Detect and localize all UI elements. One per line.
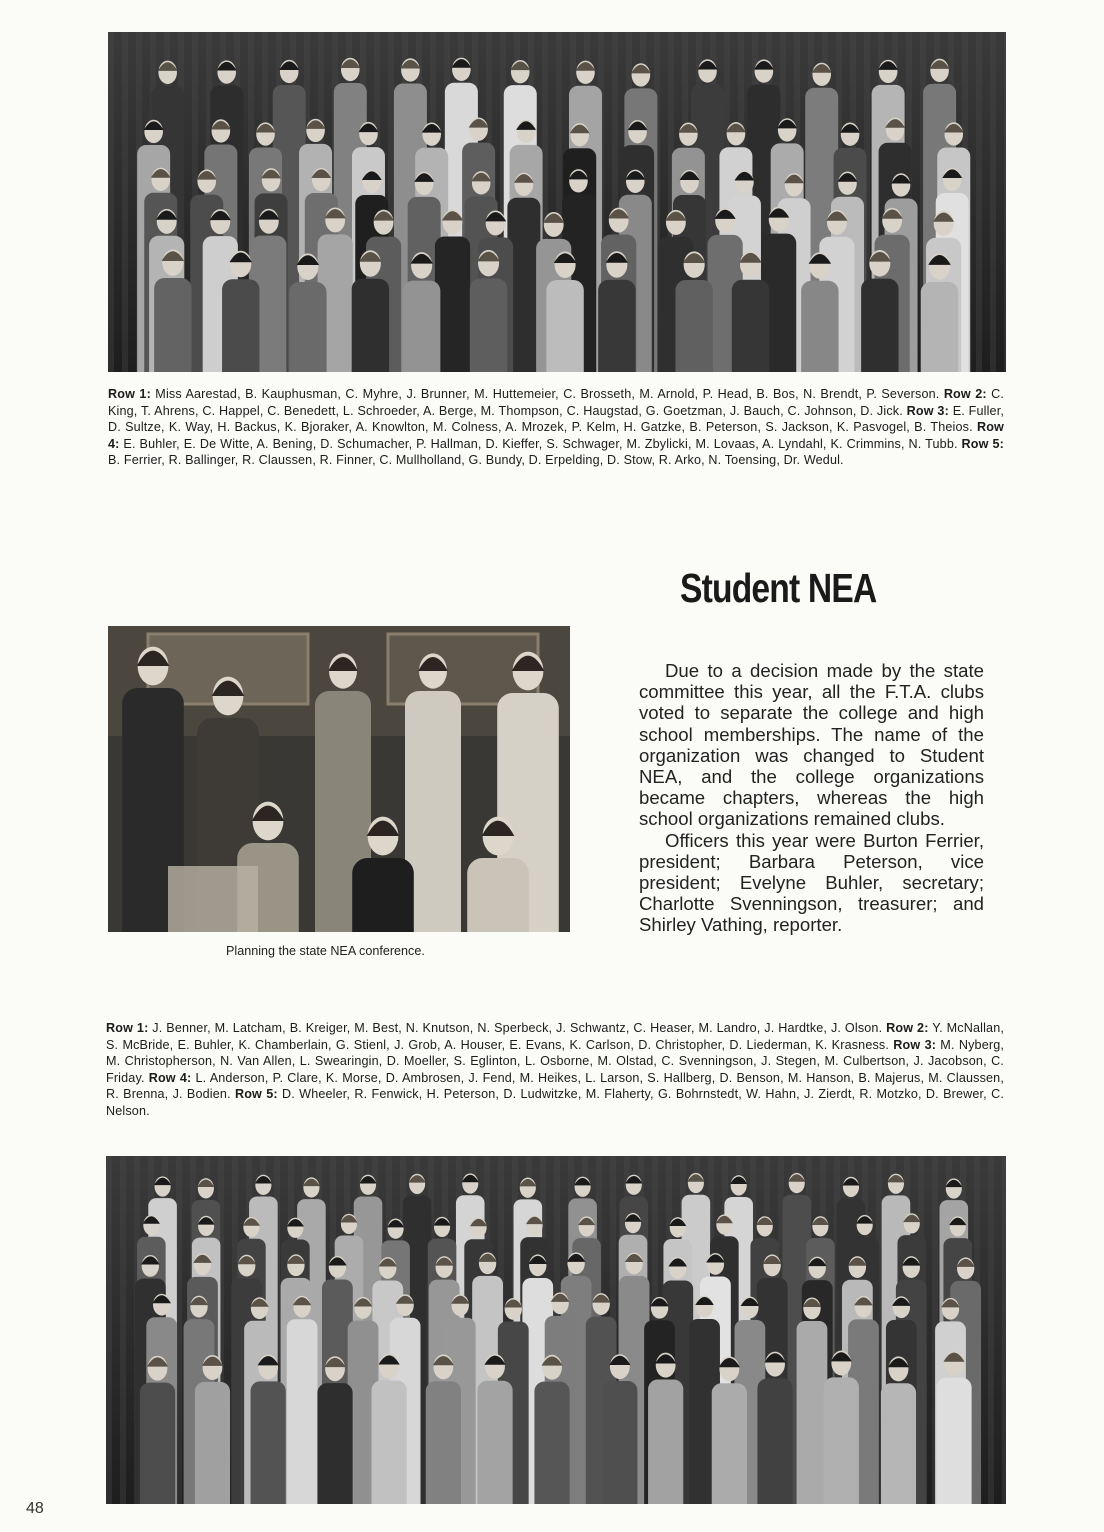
row-names: D. Wheeler, R. Fenwick, H. Peterson, D. Ludwitzke, M. Flaherty, G. Bohrnstedt, W. Hahn, J. Zierdt, R. Motzko, D. Brewer, C. Nelson.	[106, 1087, 1004, 1118]
planning-photo-caption: Planning the state NEA conference.	[226, 944, 425, 958]
row-names: M. Nyberg, M. Christopherson, N. Van Allen, L. Swearingin, D. Moeller, S. Eglinton, L. Osborne, M. Olstad, C. Svenningson, J. Stegen, M. Culbertson, J. Jacobson, C. Friday.	[106, 1037, 1004, 1085]
bottom-photo-caption	[106, 1020, 1004, 1120]
top-caption-text	[108, 386, 1004, 469]
article-paragraph-2: Officers this year were Burton Ferrier, president; Barbara Peterson, vice president; Evelyne Buhler, secretary; Charlotte Svenningson, treasurer; and Shirley Vathing, reporter.	[639, 829, 984, 936]
row-label: Row 3:	[906, 403, 949, 418]
row-names: C. King, T. Ahrens, C. Happel, C. Benedett, L. Schroeder, A. Berge, M. Thompson, C. Haugstad, G. Goetzman, J. Bauch, C. Johnson, D. Jick.	[108, 387, 1005, 418]
row-label: Row 4:	[148, 1070, 192, 1085]
row-label: Row 5:	[234, 1087, 278, 1102]
article-paragraph-1: Due to a decision made by the state committee this year, all the F.T.A. clubs voted to separate the college and high school memberships. The name of the organization was changed to Student NEA, and the college organizations became chapters, whereas the high school organizations remained clubs.	[639, 660, 984, 830]
row-names: B. Ferrier, R. Ballinger, R. Claussen, R. Finner, C. Mullholland, G. Bundy, D. Erpelding, D. Stow, R. Arko, N. Toensing, Dr. Wedul.	[108, 453, 844, 468]
row-names: E. Buhler, E. De Witte, A. Bening, D. Schumacher, P. Hallman, D. Kieffer, S. Schwager, M. Zbylicki, M. Lovaas, A. Lyndahl, K. Crimmins, N. Tubb.	[119, 436, 962, 451]
page-title: Student NEA	[680, 565, 877, 611]
top-group-photo-image	[108, 32, 1006, 372]
row-names: E. Fuller, D. Sultze, K. Way, H. Backus, K. Bjoraker, A. Knowlton, M. Colness, A. Mrozek, P. Kelm, H. Gatzke, B. Peterson, S. Jackson, K. Pasvogel, B. Theios.	[108, 403, 1004, 435]
row-names: Miss Aarestad, B. Kauphusman, C. Myhre, J. Brunner, M. Huttemeier, C. Brosseth, M. Arnold, P. Head, B. Bos, N. Brendt, P. Severson.	[150, 387, 944, 401]
row-label: Row 2:	[943, 387, 987, 401]
planning-photo-image	[108, 626, 570, 932]
row-label: Row 4:	[108, 420, 1004, 451]
bottom-group-photo	[106, 1156, 1006, 1504]
top-group-photo	[108, 32, 1006, 372]
planning-photo	[108, 626, 570, 932]
page-number: 48	[26, 1500, 44, 1517]
row-names: L. Anderson, P. Clare, K. Morse, D. Ambrosen, J. Fend, M. Heikes, L. Larson, S. Hallberg, D. Benson, M. Hanson, B. Majerus, M. Claussen, R. Brenna, J. Bodien.	[106, 1070, 1004, 1102]
article-body	[639, 660, 984, 936]
row-label: Row 5:	[961, 436, 1004, 451]
row-label: Row 1:	[108, 387, 151, 401]
row-label: Row 2:	[886, 1021, 929, 1035]
bottom-group-photo-image	[106, 1156, 1006, 1504]
bottom-caption-text	[106, 1020, 1004, 1120]
row-label: Row 3:	[893, 1037, 937, 1052]
row-names: J. Benner, M. Latcham, B. Kreiger, M. Best, N. Knutson, N. Sperbeck, J. Schwantz, C. Heaser, M. Landro, J. Hardtke, J. Olson.	[148, 1021, 887, 1035]
row-names: Y. McNallan, S. McBride, E. Buhler, K. Chamberlain, G. Stienl, J. Grob, A. Houser, E. Evans, K. Carlson, D. Christopher, D. Liederman, K. Krasness.	[106, 1021, 1005, 1052]
row-label: Row 1:	[106, 1021, 149, 1035]
top-photo-caption	[108, 386, 1004, 469]
